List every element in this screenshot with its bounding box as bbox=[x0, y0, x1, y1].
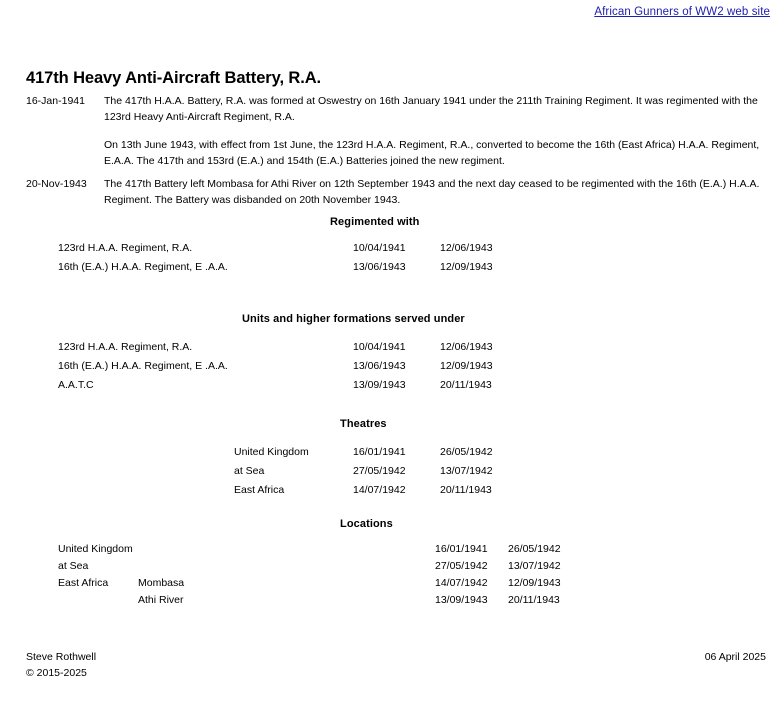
page-title: 417th Heavy Anti-Aircraft Battery, R.A. bbox=[26, 69, 322, 88]
location-place: Athi River bbox=[138, 594, 184, 606]
date-to: 13/07/1942 bbox=[440, 465, 493, 477]
date-to: 12/09/1943 bbox=[440, 360, 493, 372]
header-link-bar bbox=[0, 2, 770, 20]
history-paragraph: The 417th H.A.A. Battery, R.A. was formed at Oswestry on 16th January 1941 under the 211th Training Regiment. It was regimented with the 123rd Heavy Anti-Aircraft Regiment, R.A. bbox=[104, 95, 758, 123]
african-gunners-site-link[interactable]: African Gunners of WW2 web site bbox=[594, 6, 770, 18]
location-region: at Sea bbox=[58, 560, 89, 572]
section-heading: Locations bbox=[340, 518, 393, 530]
history-paragraph: The 417th Battery left Mombasa for Athi River on 12th September 1943 and the next day ceased to be regimented with the 16th (E.A.) H.A.A. Regiment. The Battery was disbanded on 20th November 1943. bbox=[104, 178, 760, 206]
history-section bbox=[26, 94, 766, 216]
date-to: 20/11/1943 bbox=[440, 379, 492, 391]
date-to: 20/11/1943 bbox=[508, 594, 560, 606]
date-from: 10/04/1941 bbox=[353, 341, 406, 353]
footer-top-row bbox=[26, 649, 766, 665]
date-from: 14/07/1942 bbox=[435, 577, 488, 589]
footer-copyright: © 2015-2025 bbox=[26, 667, 87, 679]
date-from: 13/06/1943 bbox=[353, 360, 406, 372]
history-entry bbox=[26, 94, 766, 169]
history-entry-body bbox=[104, 94, 766, 169]
date-from: 27/05/1942 bbox=[435, 560, 488, 572]
date-to: 20/11/1943 bbox=[440, 484, 492, 496]
section-heading: Regimented with bbox=[330, 216, 420, 228]
theatre-name: United Kingdom bbox=[234, 446, 309, 458]
history-entry-date: 20-Nov-1943 bbox=[26, 178, 87, 190]
date-from: 13/06/1943 bbox=[353, 261, 406, 273]
theatre-name: at Sea bbox=[234, 465, 265, 477]
page-footer bbox=[26, 649, 766, 681]
history-entry-body bbox=[104, 177, 766, 208]
date-to: 12/06/1943 bbox=[440, 242, 493, 254]
date-to: 13/07/1942 bbox=[508, 560, 561, 572]
history-paragraph: On 13th June 1943, with effect from 1st June, the 123rd H.A.A. Regiment, R.A., converted to become the 16th (East Africa) H.A.A. Regiment, E.A.A. The 417th and 153rd (E.A.) and 154th (E.A.) Batteries joined the new regiment. bbox=[104, 139, 760, 167]
location-region: East Africa bbox=[58, 577, 109, 589]
unit-name: 16th (E.A.) H.A.A. Regiment, E .A.A. bbox=[58, 360, 228, 372]
date-from: 10/04/1941 bbox=[353, 242, 406, 254]
date-to: 12/09/1943 bbox=[508, 577, 561, 589]
date-to: 26/05/1942 bbox=[440, 446, 493, 458]
date-from: 13/09/1943 bbox=[353, 379, 406, 391]
unit-name: A.A.T.C bbox=[58, 379, 94, 391]
date-to: 26/05/1942 bbox=[508, 543, 561, 555]
unit-name: 16th (E.A.) H.A.A. Regiment, E .A.A. bbox=[58, 261, 228, 273]
location-region: United Kingdom bbox=[58, 543, 133, 555]
date-from: 13/09/1943 bbox=[435, 594, 488, 606]
theatre-name: East Africa bbox=[234, 484, 285, 496]
date-from: 16/01/1941 bbox=[353, 446, 406, 458]
unit-name: 123rd H.A.A. Regiment, R.A. bbox=[58, 341, 193, 353]
date-to: 12/06/1943 bbox=[440, 341, 493, 353]
date-from: 14/07/1942 bbox=[353, 484, 406, 496]
location-place: Mombasa bbox=[138, 577, 185, 589]
footer-author: Steve Rothwell bbox=[26, 651, 97, 663]
section-heading: Theatres bbox=[340, 418, 387, 430]
history-entry-date: 16-Jan-1941 bbox=[26, 95, 85, 107]
unit-name: 123rd H.A.A. Regiment, R.A. bbox=[58, 242, 193, 254]
date-from: 27/05/1942 bbox=[353, 465, 406, 477]
date-from: 16/01/1941 bbox=[435, 543, 488, 555]
history-entry bbox=[26, 177, 766, 208]
footer-date: 06 April 2025 bbox=[704, 651, 766, 663]
section-heading: Units and higher formations served under bbox=[242, 313, 465, 325]
date-to: 12/09/1943 bbox=[440, 261, 493, 273]
